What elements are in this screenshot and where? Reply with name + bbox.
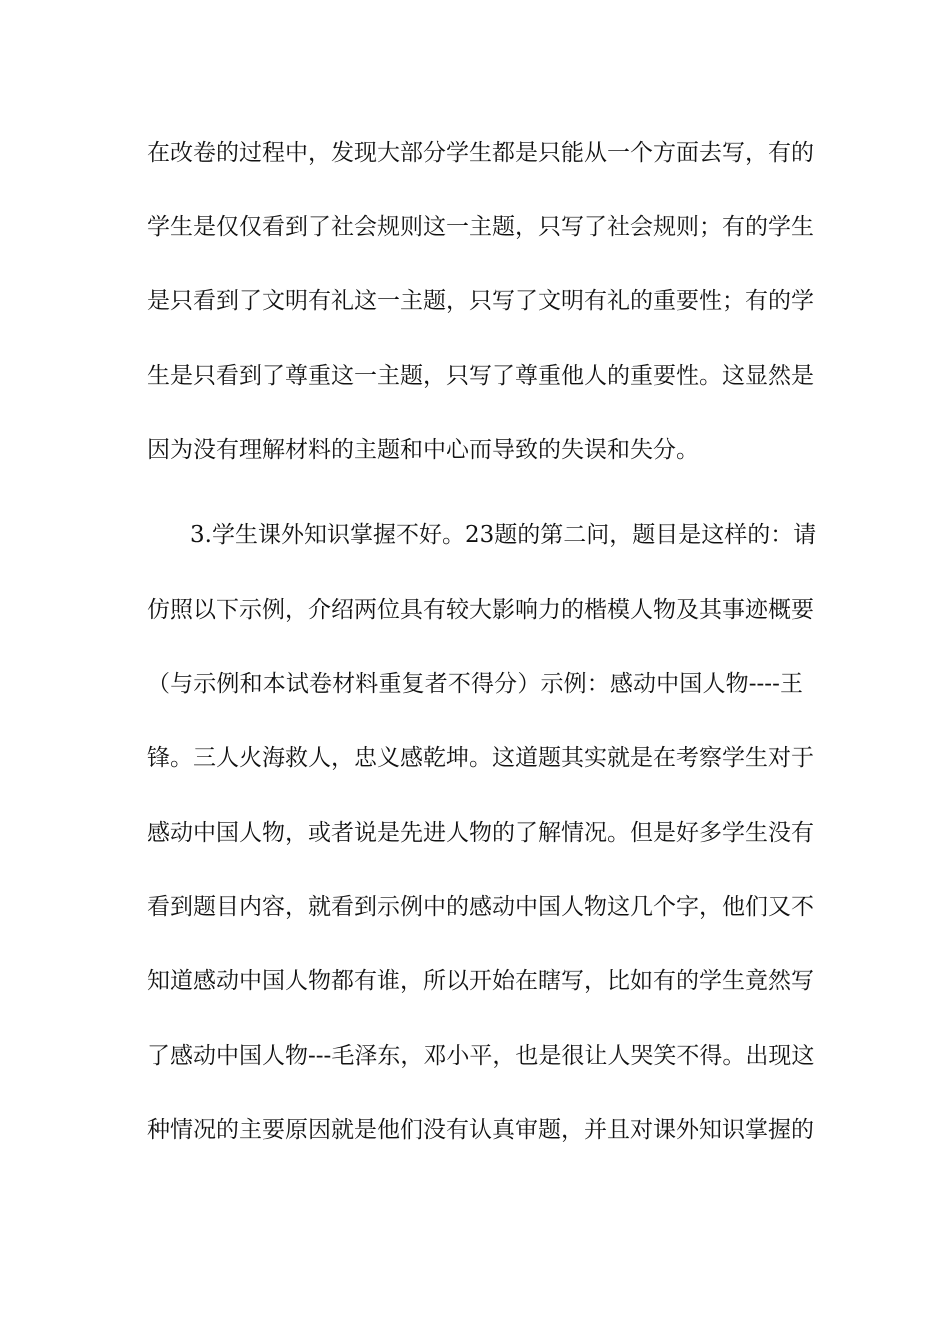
text-line: 仿照以下示例，介绍两位具有较大影响力的楷模人物及其事迹概要 — [147, 597, 814, 623]
text-line: 学生是仅仅看到了社会规则这一主题，只写了社会规则；有的学生 — [147, 214, 814, 240]
text-line: 感动中国人物，或者说是先进人物的了解情况。但是好多学生没有 — [147, 820, 814, 846]
text-line: 看到题目内容，就看到示例中的感动中国人物这几个字，他们又不 — [147, 894, 814, 920]
text-line: 是只看到了文明有礼这一主题，只写了文明有礼的重要性；有的学 — [147, 288, 814, 314]
text-line: 了感动中国人物---毛泽东，邓小平，也是很让人哭笑不得。出现这 — [147, 1043, 815, 1069]
text-line: 因为没有理解材料的主题和中心而导致的失误和失分。 — [147, 437, 699, 463]
text-line: 知道感动中国人物都有谁，所以开始在瞎写，比如有的学生竟然写 — [147, 968, 814, 994]
text-line: 种情况的主要原因就是他们没有认真审题，并且对课外知识掌握的 — [147, 1117, 814, 1143]
text-line: 生是只看到了尊重这一主题，只写了尊重他人的重要性。这显然是 — [147, 363, 814, 389]
text-line: 在改卷的过程中，发现大部分学生都是只能从一个方面去写，有的 — [147, 140, 814, 166]
text-line: （与示例和本试卷材料重复者不得分）示例：感动中国人物----王 — [147, 671, 803, 697]
text-line-indented: 3.学生课外知识掌握不好。23题的第二问，题目是这样的：请 — [190, 522, 817, 548]
text-line: 锋。三人火海救人，忠义感乾坤。这道题其实就是在考察学生对于 — [147, 745, 814, 771]
